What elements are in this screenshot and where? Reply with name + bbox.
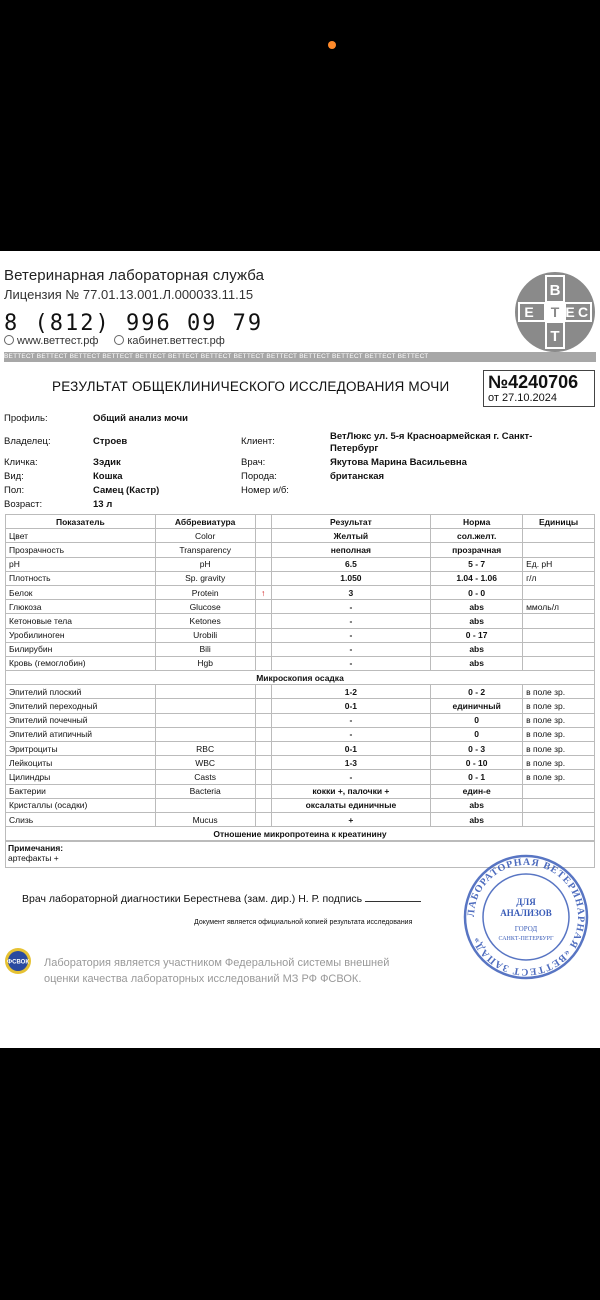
norm-cell: прозрачная <box>431 543 523 557</box>
abbreviation-cell <box>155 727 255 741</box>
species-value: Кошка <box>93 471 123 482</box>
svg-text:ГОРОД: ГОРОД <box>514 925 538 933</box>
vettest-logo <box>514 271 596 353</box>
abbreviation-cell: Mucus <box>155 812 255 826</box>
table-row <box>6 571 595 585</box>
logo-letter: В <box>549 282 561 299</box>
units-cell: в поле зр. <box>523 685 595 699</box>
units-cell <box>523 642 595 656</box>
section-row <box>6 827 595 841</box>
result-cell: - <box>271 727 431 741</box>
flag-cell <box>255 600 271 614</box>
globe-icon <box>114 335 124 345</box>
abbreviation-cell: Bili <box>155 642 255 656</box>
table-header-row <box>6 515 595 529</box>
result-cell: неполная <box>271 543 431 557</box>
report-number-box <box>483 370 595 407</box>
globe-icon <box>4 335 14 345</box>
doctor-signature-text: Врач лабораторной диагностики Берестнева (зам. дир.) Н. Р. подпись <box>22 893 363 905</box>
column-header: Единицы <box>523 515 595 529</box>
flag-cell <box>255 557 271 571</box>
lab-report-document <box>0 251 600 1048</box>
norm-cell: 1.04 - 1.06 <box>431 571 523 585</box>
doctor-label: Врач: <box>241 457 266 468</box>
result-cell: 0-1 <box>271 699 431 713</box>
logo-letter: Т <box>550 328 560 345</box>
units-cell: Ед. рН <box>523 557 595 571</box>
abbreviation-cell: Casts <box>155 770 255 784</box>
norm-cell: abs <box>431 798 523 812</box>
parameter-cell: Кристаллы (осадки) <box>6 798 156 812</box>
card-number-label: Номер и/б: <box>241 485 289 496</box>
units-cell: в поле зр. <box>523 770 595 784</box>
table-row <box>6 600 595 614</box>
units-cell <box>523 529 595 543</box>
parameter-cell: Слизь <box>6 812 156 826</box>
column-header: Результат <box>271 515 431 529</box>
report-title: РЕЗУЛЬТАТ ОБЩЕКЛИНИЧЕСКОГО ИССЛЕДОВАНИЯ МОЧИ <box>52 379 450 394</box>
flag-cell <box>255 742 271 756</box>
report-date: от 27.10.2024 <box>488 392 558 404</box>
signature-line <box>22 893 421 905</box>
norm-cell: 0 - 3 <box>431 742 523 756</box>
flag-cell <box>255 713 271 727</box>
breed-value: британская <box>330 471 385 482</box>
abbreviation-cell: Ketones <box>155 614 255 628</box>
abbreviation-cell: Sp. gravity <box>155 571 255 585</box>
column-header: Норма <box>431 515 523 529</box>
owner-label: Владелец: <box>4 436 51 447</box>
table-row <box>6 742 595 756</box>
result-cell: кокки +, палочки + <box>271 784 431 798</box>
svg-text:САНКТ-ПЕТЕРБУРГ: САНКТ-ПЕТЕРБУРГ <box>498 936 554 942</box>
result-cell: 3 <box>271 585 431 599</box>
result-cell: + <box>271 812 431 826</box>
norm-cell: abs <box>431 600 523 614</box>
result-cell: 1.050 <box>271 571 431 585</box>
section-row <box>6 671 595 685</box>
abbreviation-cell <box>155 699 255 713</box>
table-row <box>6 656 595 670</box>
result-cell: - <box>271 628 431 642</box>
abbreviation-cell <box>155 798 255 812</box>
table-row <box>6 756 595 770</box>
report-number: №4240706 <box>488 372 579 392</box>
table-row <box>6 557 595 571</box>
signature-field <box>365 901 421 902</box>
norm-cell: 0 - 17 <box>431 628 523 642</box>
units-cell <box>523 812 595 826</box>
units-cell <box>523 656 595 670</box>
flag-cell <box>255 784 271 798</box>
flag-cell <box>255 571 271 585</box>
sex-value: Самец (Кастр) <box>93 485 160 496</box>
client-value: ВетЛюкс ул. 5-я Красноармейская г. Санкт-Петербург <box>330 431 533 454</box>
abbreviation-cell: Color <box>155 529 255 543</box>
parameter-cell: Билирубин <box>6 642 156 656</box>
svg-text:ФСВОК: ФСВОК <box>7 959 29 966</box>
abbreviation-cell: Protein <box>155 585 255 599</box>
section-title: Микроскопия осадка <box>6 671 595 685</box>
parameter-cell: Плотность <box>6 571 156 585</box>
norm-cell: 0 <box>431 727 523 741</box>
svg-text:АНАЛИЗОВ: АНАЛИЗОВ <box>500 908 552 918</box>
table-row <box>6 529 595 543</box>
units-cell: г/л <box>523 571 595 585</box>
abbreviation-cell: pH <box>155 557 255 571</box>
parameter-cell: Уробилиноген <box>6 628 156 642</box>
nick-value: Зэдик <box>93 457 121 468</box>
table-row <box>6 798 595 812</box>
lab-stamp <box>462 853 590 981</box>
flag-cell <box>255 628 271 642</box>
parameter-cell: Эпителий атипичный <box>6 727 156 741</box>
result-cell: - <box>271 713 431 727</box>
fsvok-logo-icon <box>4 947 32 975</box>
section-title: Отношение микропротеина к креатинину <box>6 827 595 841</box>
units-cell <box>523 614 595 628</box>
norm-cell: един-е <box>431 784 523 798</box>
official-copy-note: Документ является официальной копией результата исследования <box>194 919 413 926</box>
parameter-cell: Эпителий почечный <box>6 713 156 727</box>
abbreviation-cell: Bacteria <box>155 784 255 798</box>
parameter-cell: Эпителий переходный <box>6 699 156 713</box>
flag-cell: ↑ <box>255 585 271 599</box>
abbreviation-cell: Urobili <box>155 628 255 642</box>
flag-cell <box>255 770 271 784</box>
units-cell: в поле зр. <box>523 742 595 756</box>
species-label: Вид: <box>4 471 24 482</box>
age-label: Возраст: <box>4 499 43 510</box>
norm-cell: abs <box>431 812 523 826</box>
sex-label: Пол: <box>4 485 25 496</box>
abbreviation-cell <box>155 713 255 727</box>
svg-text:ДЛЯ: ДЛЯ <box>516 897 536 907</box>
parameter-cell: Лейкоциты <box>6 756 156 770</box>
units-cell: в поле зр. <box>523 756 595 770</box>
logo-letter: Е <box>524 304 534 320</box>
norm-cell: abs <box>431 656 523 670</box>
abbreviation-cell: Glucose <box>155 600 255 614</box>
license-number: Лицензия № 77.01.13.001.Л.000033.11.15 <box>4 287 254 302</box>
units-cell: в поле зр. <box>523 727 595 741</box>
parameter-cell: pH <box>6 557 156 571</box>
parameter-cell: Кровь (гемоглобин) <box>6 656 156 670</box>
parameter-cell: Бактерии <box>6 784 156 798</box>
website-links <box>4 335 225 347</box>
abbreviation-cell <box>155 685 255 699</box>
norm-cell: 5 - 7 <box>431 557 523 571</box>
breed-label: Порода: <box>241 471 277 482</box>
abbreviation-cell: RBC <box>155 742 255 756</box>
flag-cell <box>255 756 271 770</box>
parameter-cell: Глюкоза <box>6 600 156 614</box>
norm-cell: 0 <box>431 713 523 727</box>
flag-cell <box>255 614 271 628</box>
flag-cell <box>255 699 271 713</box>
table-row <box>6 727 595 741</box>
logo-letter: С <box>577 304 589 320</box>
profile-label: Профиль: <box>4 413 48 424</box>
notes-text: артефакты + <box>8 853 59 863</box>
result-cell: оксалаты единичные <box>271 798 431 812</box>
flag-cell <box>255 642 271 656</box>
parameter-cell: Эпителий плоский <box>6 685 156 699</box>
result-cell: - <box>271 656 431 670</box>
doctor-value: Якутова Марина Васильевна <box>330 457 467 468</box>
table-row <box>6 585 595 599</box>
abbreviation-cell: Transparency <box>155 543 255 557</box>
units-cell <box>523 585 595 599</box>
website-link[interactable]: www.веттест.рф <box>4 335 98 347</box>
result-cell: 1-3 <box>271 756 431 770</box>
parameter-cell: Кетоновые тела <box>6 614 156 628</box>
units-cell: ммоль/л <box>523 600 595 614</box>
result-cell: 0-1 <box>271 742 431 756</box>
units-cell <box>523 628 595 642</box>
table-row <box>6 770 595 784</box>
parameter-cell: Белок <box>6 585 156 599</box>
fsvok-notice: Лаборатория является участником Федеральной системы внешней оценки качества лабораторных исследований МЗ РФ ФСВОК. <box>44 957 390 985</box>
units-cell: в поле зр. <box>523 713 595 727</box>
table-row <box>6 784 595 798</box>
age-value: 13 л <box>93 499 113 510</box>
table-row <box>6 628 595 642</box>
abbreviation-cell: Hgb <box>155 656 255 670</box>
svg-text:ЛАБОРАТОРНАЯ ВЕТЕРИНАРНАЯ «В: ЛАБОРАТОРНАЯ ВЕТЕРИНАРНАЯ «ВЕТТЕСТ ЗАПАД» <box>465 856 587 978</box>
table-row <box>6 699 595 713</box>
parameter-cell: Цвет <box>6 529 156 543</box>
table-row <box>6 642 595 656</box>
units-cell <box>523 543 595 557</box>
flag-cell <box>255 798 271 812</box>
abbreviation-cell: WBC <box>155 756 255 770</box>
lab-name: Ветеринарная лабораторная служба <box>4 267 265 284</box>
result-cell: Желтый <box>271 529 431 543</box>
result-cell: - <box>271 600 431 614</box>
flag-cell <box>255 727 271 741</box>
profile-value: Общий анализ мочи <box>93 413 188 424</box>
flag-cell <box>255 656 271 670</box>
norm-cell: abs <box>431 642 523 656</box>
flag-cell <box>255 543 271 557</box>
owner-value: Строев <box>93 436 128 447</box>
phone-number: 8 (812) 996 09 79 <box>4 311 264 336</box>
client-label: Клиент: <box>241 436 275 447</box>
flag-cell <box>255 685 271 699</box>
status-indicator-dot <box>328 41 336 49</box>
units-cell <box>523 798 595 812</box>
notes-label: Примечания: <box>8 843 64 853</box>
result-cell: - <box>271 614 431 628</box>
table-row <box>6 614 595 628</box>
result-cell: 6.5 <box>271 557 431 571</box>
units-cell <box>523 784 595 798</box>
norm-cell: 0 - 2 <box>431 685 523 699</box>
parameter-cell: Цилиндры <box>6 770 156 784</box>
parameter-cell: Эритроциты <box>6 742 156 756</box>
norm-cell: сол.желт. <box>431 529 523 543</box>
nick-label: Кличка: <box>4 457 38 468</box>
norm-cell: abs <box>431 614 523 628</box>
norm-cell: 0 - 0 <box>431 585 523 599</box>
table-row <box>6 713 595 727</box>
cabinet-link[interactable]: кабинет.веттест.рф <box>114 335 224 347</box>
logo-letter: Т <box>550 304 560 320</box>
column-header: Аббревиатура <box>155 515 255 529</box>
result-cell: 1-2 <box>271 685 431 699</box>
brand-strip: ВЕТТЕСТ ВЕТТЕСТ ВЕТТЕСТ ВЕТТЕСТ ВЕТТЕСТ ВЕТТЕСТ ВЕТТЕСТ ВЕТТЕСТ ВЕТТЕСТ ВЕТТЕСТ ВЕТТЕСТ ВЕТТЕСТ ВЕТТЕСТ <box>4 352 596 362</box>
result-cell: - <box>271 642 431 656</box>
result-cell: - <box>271 770 431 784</box>
parameter-cell: Прозрачность <box>6 543 156 557</box>
table-row <box>6 685 595 699</box>
results-table <box>5 514 595 841</box>
column-header: Показатель <box>6 515 156 529</box>
column-header <box>255 515 271 529</box>
table-row <box>6 543 595 557</box>
units-cell: в поле зр. <box>523 699 595 713</box>
flag-cell <box>255 529 271 543</box>
flag-cell <box>255 812 271 826</box>
norm-cell: 0 - 10 <box>431 756 523 770</box>
norm-cell: 0 - 1 <box>431 770 523 784</box>
norm-cell: единичный <box>431 699 523 713</box>
table-row <box>6 812 595 826</box>
logo-letter: Е <box>565 304 575 320</box>
